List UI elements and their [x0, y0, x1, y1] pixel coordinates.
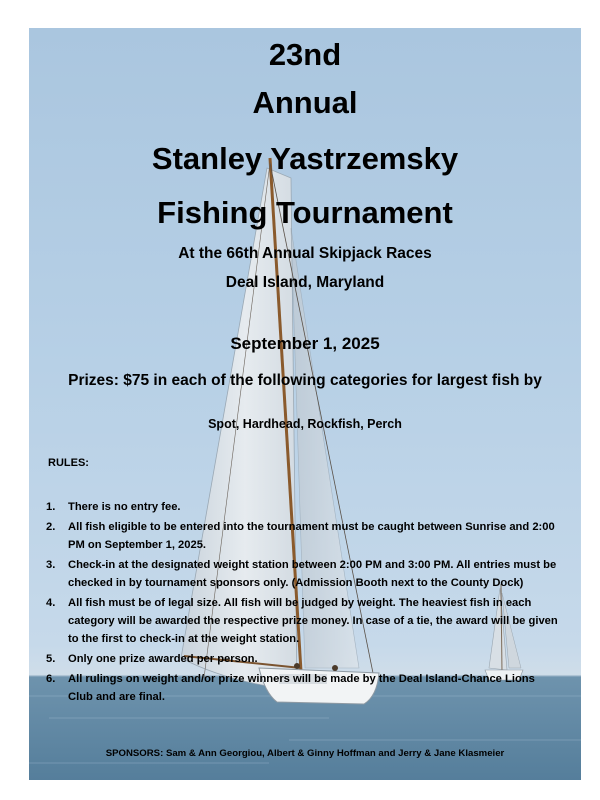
rule-text: All fish eligible to be entered into the tournament must be caught between Sunrise and 2:00 PM on September 1, 2025. — [68, 521, 555, 551]
title-line-1: 23nd — [268, 37, 342, 72]
rule-item — [46, 556, 558, 592]
title-line-4: Fishing Tournament — [157, 195, 453, 230]
rule-number: 4. — [46, 597, 56, 609]
rule-text: Only one prize awarded per person. — [68, 653, 258, 665]
rule-item — [46, 670, 558, 706]
rule-item — [46, 498, 558, 516]
rule-item — [46, 594, 558, 648]
rules-list — [46, 498, 558, 708]
event-line: At the 66th Annual Skipjack Races — [178, 245, 432, 262]
rule-text: There is no entry fee. — [68, 501, 181, 513]
title-line-2: Annual — [252, 85, 358, 120]
rule-item — [46, 518, 558, 554]
flyer — [29, 28, 581, 780]
title-line-3: Stanley Yastrzemsky — [151, 141, 459, 176]
rule-item — [46, 650, 558, 668]
rule-number: 6. — [46, 673, 56, 685]
rule-number: 2. — [46, 521, 56, 533]
sponsors-line: SPONSORS: Sam & Ann Georgiou, Albert & Ginny Hoffman and Jerry & Jane Klasmeier — [105, 748, 505, 759]
rule-text: Check-in at the designated weight station between 2:00 PM and 3:00 PM. All entries must be checked in by tournament sponsors only. (Admission Booth next to the County Dock) — [68, 559, 557, 589]
rule-number: 1. — [46, 501, 56, 513]
rules-heading: RULES: — [48, 457, 89, 469]
location-line: Deal Island, Maryland — [225, 274, 385, 291]
rule-number: 5. — [46, 653, 56, 665]
prize-categories: Spot, Hardhead, Rockfish, Perch — [208, 417, 402, 431]
rule-text: All rulings on weight and/or prize winners will be made by the Deal Island-Chance Lions Club and are final. — [68, 673, 535, 703]
event-date: September 1, 2025 — [230, 334, 380, 353]
rule-text: All fish must be of legal size. All fish will be judged by weight. The heaviest fish in each category will be awarded the respective prize money. In case of a tie, the award will be given to the first to check-in at the weight station. — [68, 597, 558, 645]
prizes-line: Prizes: $75 in each of the following categories for largest fish by — [68, 372, 542, 389]
rule-number: 3. — [46, 559, 56, 571]
